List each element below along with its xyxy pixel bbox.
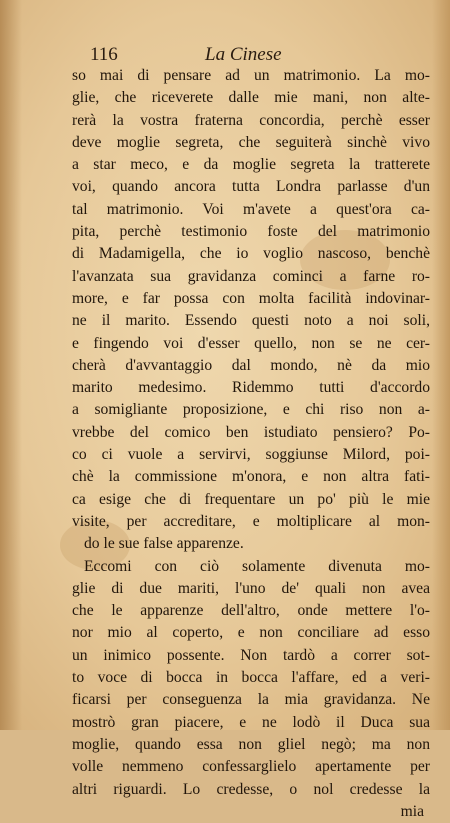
text-line: marito medesimo. Ridemmo tutti d'accordo <box>72 379 430 397</box>
text-line: a star meco, e da moglie segreta la tratterete <box>72 156 430 174</box>
text-line: more, e far possa con molta facilità indovinar- <box>72 289 430 307</box>
text-line: mostrò gran piacere, e ne lodò il Duca sua <box>72 713 430 731</box>
text-line: a somigliante proposizione, e chi riso non a- <box>72 401 430 419</box>
text-line: vrebbe del comico ben istudiato pensiero? Po- <box>72 423 430 441</box>
text-line: to voce di bocca in bocca l'affare, ed a veri- <box>72 669 430 687</box>
text-line: deve moglie segreta, che seguiterà sinchè vivo <box>72 133 430 151</box>
text-line: voi, quando ancora tutta Londra parlasse d'un <box>72 178 430 196</box>
text-line: pita, perchè testimonio foste del matrimonio <box>72 223 430 241</box>
text-line: ne il marito. Essendo questi noto a noi soli, <box>72 312 430 330</box>
text-line: moglie, quando essa non gliel negò; ma non <box>72 735 430 753</box>
body-text <box>72 65 430 823</box>
text-line: altri riguardi. Lo credesse, o nol credesse la <box>72 780 430 798</box>
text-line: di Madamigella, che io voglio nascoso, benchè <box>72 245 430 263</box>
text-line: ca esige che di frequentare un po' più le mie <box>72 490 430 508</box>
text-line: visite, per accreditare, e moltiplicare al mon- <box>72 512 430 530</box>
text-line: chè la commissione m'onora, e non altra fati- <box>72 468 430 486</box>
text-line: glie di due mariti, l'uno de' quali non avea <box>72 579 430 597</box>
text-line: tal matrimonio. Voi m'avete a quest'ora ca- <box>72 200 430 218</box>
text-line: rerà la vostra fraterna concordia, perchè esser <box>72 111 430 129</box>
text-line: co ci vuole a servirvi, soggiunse Milord, poi- <box>72 446 430 464</box>
text-line: e fingendo voi d'esser quello, non se ne cer- <box>72 334 430 352</box>
text-line: che le apparenze dell'altro, onde mettere l'o- <box>72 602 430 620</box>
text-line: volle nemmeno confessarglielo apertamente per <box>72 758 430 776</box>
text-line: so mai di pensare ad un matrimonio. La mo- <box>72 67 430 84</box>
page-shadow-right <box>432 0 450 730</box>
text-line: nor mio al coperto, e non conciliare ad esso <box>72 624 430 642</box>
catchword: mia <box>400 802 424 820</box>
text-line: ficarsi per conseguenza la mia gravidanza. Ne <box>72 691 430 709</box>
text-line: un inimico possente. Non tardò a correr sot- <box>72 646 430 664</box>
running-title: La Cinese <box>205 44 282 65</box>
page-number: 116 <box>90 44 118 65</box>
text-line: cherà d'avvantaggio dal mondo, nè da mio <box>72 356 430 374</box>
text-line: l'avanzata sua gravidanza cominci a farne ro- <box>72 267 430 285</box>
text-line: Eccomi con ciò solamente divenuta mo- <box>84 557 430 575</box>
page-shadow-left <box>0 0 22 730</box>
text-line: glie, che riceverete dalle mie mani, non alte- <box>72 89 430 107</box>
text-line: do le sue false apparenze. <box>84 535 244 553</box>
